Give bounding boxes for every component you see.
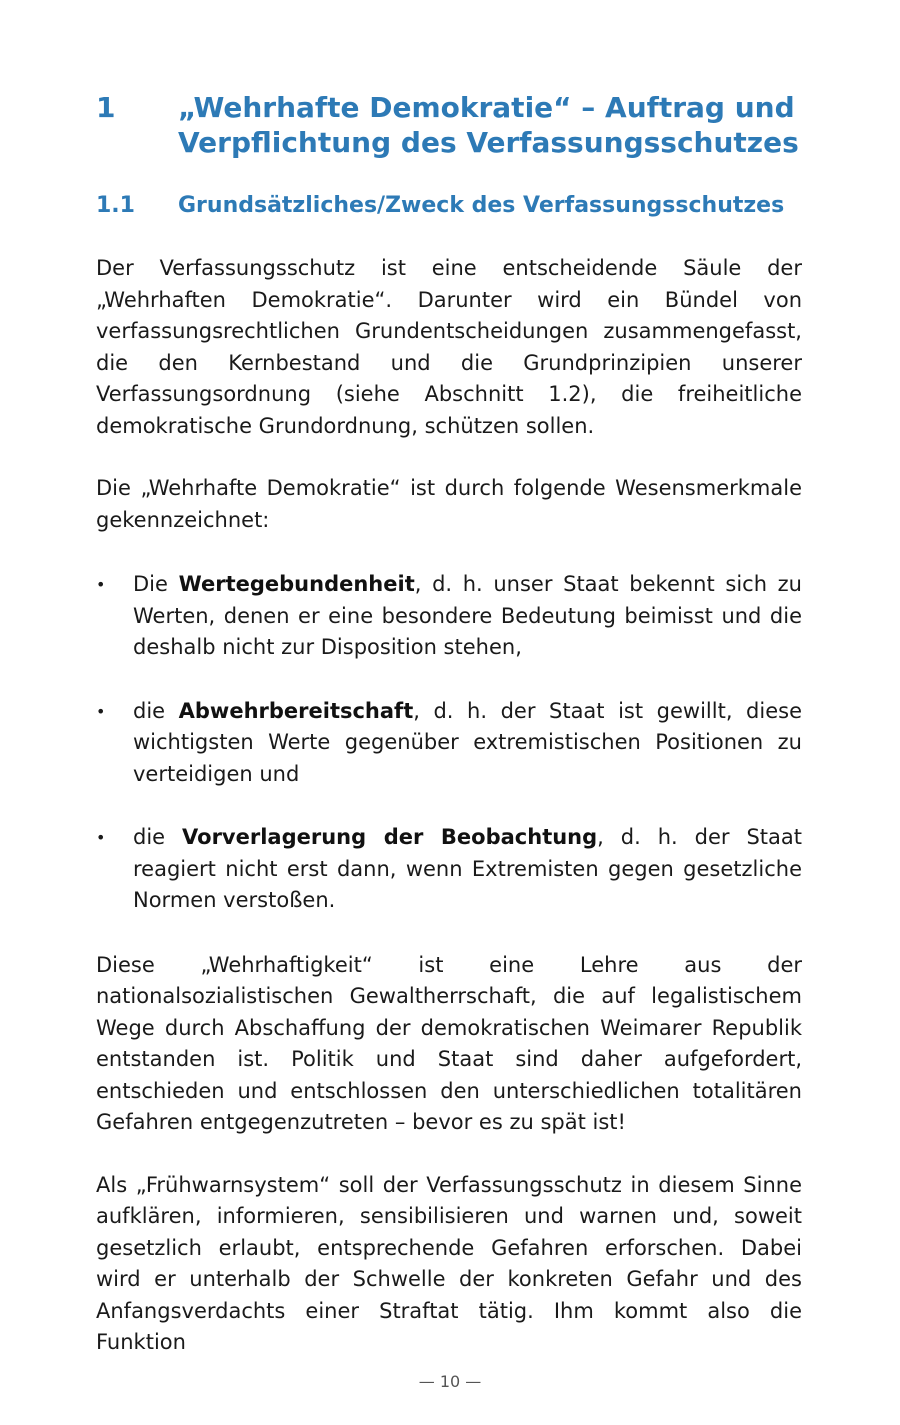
list-item bbox=[96, 822, 802, 917]
list-item bbox=[96, 569, 802, 664]
bullet-icon: • bbox=[96, 575, 106, 594]
paragraph-intro: Der Verfassungsschutz ist eine entscheidende Säule der „Wehrhaften Demokratie“. Darunter wird ein Bündel von verfassungsrechtlichen Grundentscheidungen zusammengefasst, die den Kernbestand und die Grundprinzipien unserer Verfassungsordnung (siehe Abschnitt 1.2), die freiheitliche demokratische Grundordnung, schützen sollen. bbox=[96, 256, 802, 438]
list-item bbox=[96, 696, 802, 791]
chapter-title: „Wehrhafte Demokratie“ – Auftrag und Verpflichtung des Verfassungsschutzes bbox=[178, 91, 799, 159]
bullet-icon: • bbox=[96, 701, 106, 721]
section-title: Grundsätzliches/Zweck des Verfassungsschutzes bbox=[178, 193, 785, 218]
page-number: — 10 — bbox=[418, 1372, 482, 1391]
list-item-text: die Vorverlagerung der Beobachtung, d. h. der Staat reagiert nicht erst dann, wenn Extremisten gegen gesetzliche Normen verstoßen. bbox=[133, 825, 802, 912]
chapter-number: 1 bbox=[96, 91, 116, 124]
list-item-keyword: Abwehrbereitschaft bbox=[178, 698, 414, 723]
paragraph-history: Diese „Wehrhaftigkeit“ ist eine Lehre aus der nationalsozialistischen Gewaltherrschaft, die auf legalistischem Wege durch Abschaffung der demokratischen Weimarer Republik entstanden ist. Politik und Staat sind daher aufgefordert, entschieden und entschlossen den unterschiedlichen totalitären Gefahren entgegenzutreten – bevor es zu spät ist! bbox=[96, 952, 802, 1134]
list-item-text: Die Wertegebundenheit, d. h. unser Staat bekennt sich zu Werten, denen er eine besondere Bedeutung beimisst und die deshalb nicht zur Disposition stehen, bbox=[133, 572, 802, 659]
document-page bbox=[96, 90, 802, 1359]
section-number: 1.1 bbox=[96, 193, 135, 218]
list-item-keyword: Vorverlagerung der Beobachtung bbox=[182, 825, 598, 849]
chapter-heading bbox=[96, 90, 802, 160]
characteristics-list bbox=[96, 569, 802, 917]
paragraph-early-warning: Als „Frühwarnsystem“ soll der Verfassungsschutz in diesem Sinne aufklären, informieren, sensibilisieren und warnen und, soweit gesetzlich erlaubt, entsprechende Gefahren erforschen. Dabei wird er unterhalb der Schwelle der konkreten Gefahr und des Anfangsverdachts einer Straftat tätig. Ihm kommt also die Funktion bbox=[96, 1172, 802, 1354]
bullet-icon: • bbox=[96, 828, 106, 847]
section-heading bbox=[96, 192, 802, 220]
paragraph-characteristics: Die „Wehrhafte Demokratie“ ist durch folgende Wesensmerkmale gekennzeichnet: bbox=[96, 476, 802, 532]
list-item-text: die Abwehrbereitschaft, d. h. der Staat ist gewillt, diese wichtigsten Werte gegenüber extremistischen Positionen zu verteidigen und bbox=[133, 698, 802, 786]
list-item-keyword: Wertegebundenheit bbox=[178, 572, 415, 596]
